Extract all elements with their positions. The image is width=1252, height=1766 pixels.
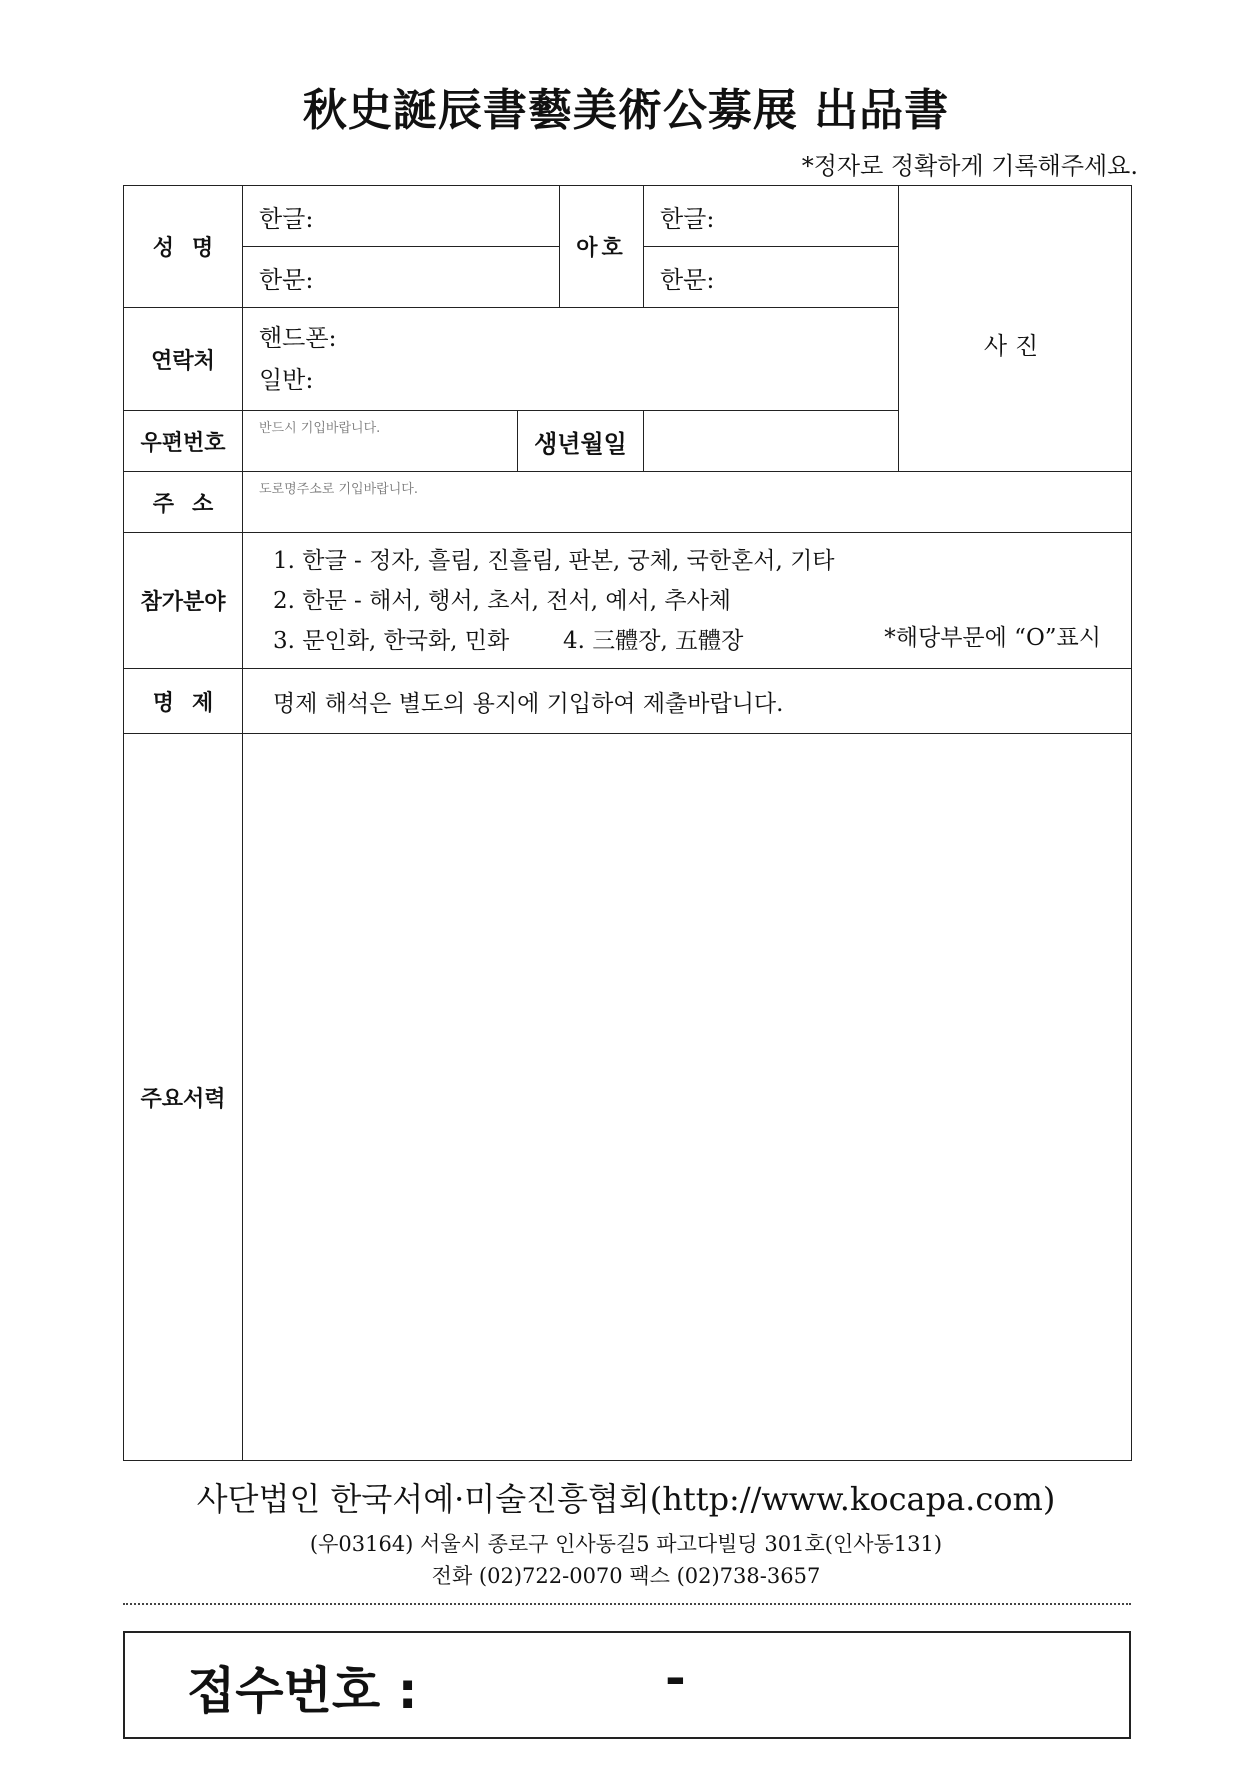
name-hanja-field[interactable]: 한문: xyxy=(243,247,560,308)
mobile-label: 핸드폰: xyxy=(259,324,337,352)
category-label: 참가분야 xyxy=(124,533,243,669)
category-mark-note: *해당부문에 “O”표시 xyxy=(884,625,1101,651)
postal-label: 우편번호 xyxy=(124,411,243,472)
form-title: 秋史誕辰書藝美術公募展 出品書 xyxy=(302,85,950,136)
postal-field[interactable]: 반드시 기입바랍니다. xyxy=(243,411,518,472)
contact-label: 연락처 xyxy=(124,308,243,411)
pen-name-label: 아호 xyxy=(560,186,644,308)
pen-name-hanja-field[interactable]: 한문: xyxy=(644,247,899,308)
general-phone-label: 일반: xyxy=(259,366,314,394)
address-label: 주소 xyxy=(124,472,243,533)
organization-address: (우03164) 서울시 종로구 인사동길5 파고다빌딩 301호(인사동131) xyxy=(309,1532,943,1556)
cut-line xyxy=(123,1603,1131,1605)
receipt-separator: - xyxy=(665,1647,686,1706)
subject-field[interactable]: 명제 해석은 별도의 용지에 기입하여 제출바랍니다. xyxy=(243,669,1132,734)
organization-name: 사단법인 한국서예·미술진흥협회(http://www.kocapa.com) xyxy=(196,1480,1056,1518)
receipt-label: 접수번호 : xyxy=(187,1662,418,1720)
receipt-box xyxy=(123,1631,1131,1739)
category-hanja: 2. 한문 - 해서, 행서, 초서, 전서, 예서, 추사체 xyxy=(273,587,732,614)
birth-field[interactable] xyxy=(644,411,899,472)
address-field[interactable]: 도로명주소로 기입바랍니다. xyxy=(243,472,1132,533)
contact-field[interactable] xyxy=(243,308,899,411)
pen-name-hangul-field[interactable]: 한글: xyxy=(644,186,899,247)
photo-box[interactable]: 사진 xyxy=(899,186,1132,472)
application-form xyxy=(123,185,1132,1461)
instruction-note: *정자로 정확하게 기록해주세요. xyxy=(801,152,1138,180)
name-label: 성명 xyxy=(124,186,243,308)
category-field[interactable] xyxy=(243,533,1132,669)
category-painting: 3. 문인화, 한국화, 민화 xyxy=(273,627,510,654)
subject-label: 명제 xyxy=(124,669,243,734)
birth-label: 생년월일 xyxy=(518,411,644,472)
category-hangul: 1. 한글 - 정자, 흘림, 진흘림, 판본, 궁체, 국한혼서, 기타 xyxy=(273,547,835,574)
organization-phone: 전화 (02)722-0070 팩스 (02)738-3657 xyxy=(431,1564,821,1588)
career-field[interactable] xyxy=(243,734,1132,1461)
category-multi-script: 4. 三體장, 五體장 xyxy=(563,627,744,654)
career-label: 주요서력 xyxy=(124,734,243,1461)
name-hangul-field[interactable]: 한글: xyxy=(243,186,560,247)
